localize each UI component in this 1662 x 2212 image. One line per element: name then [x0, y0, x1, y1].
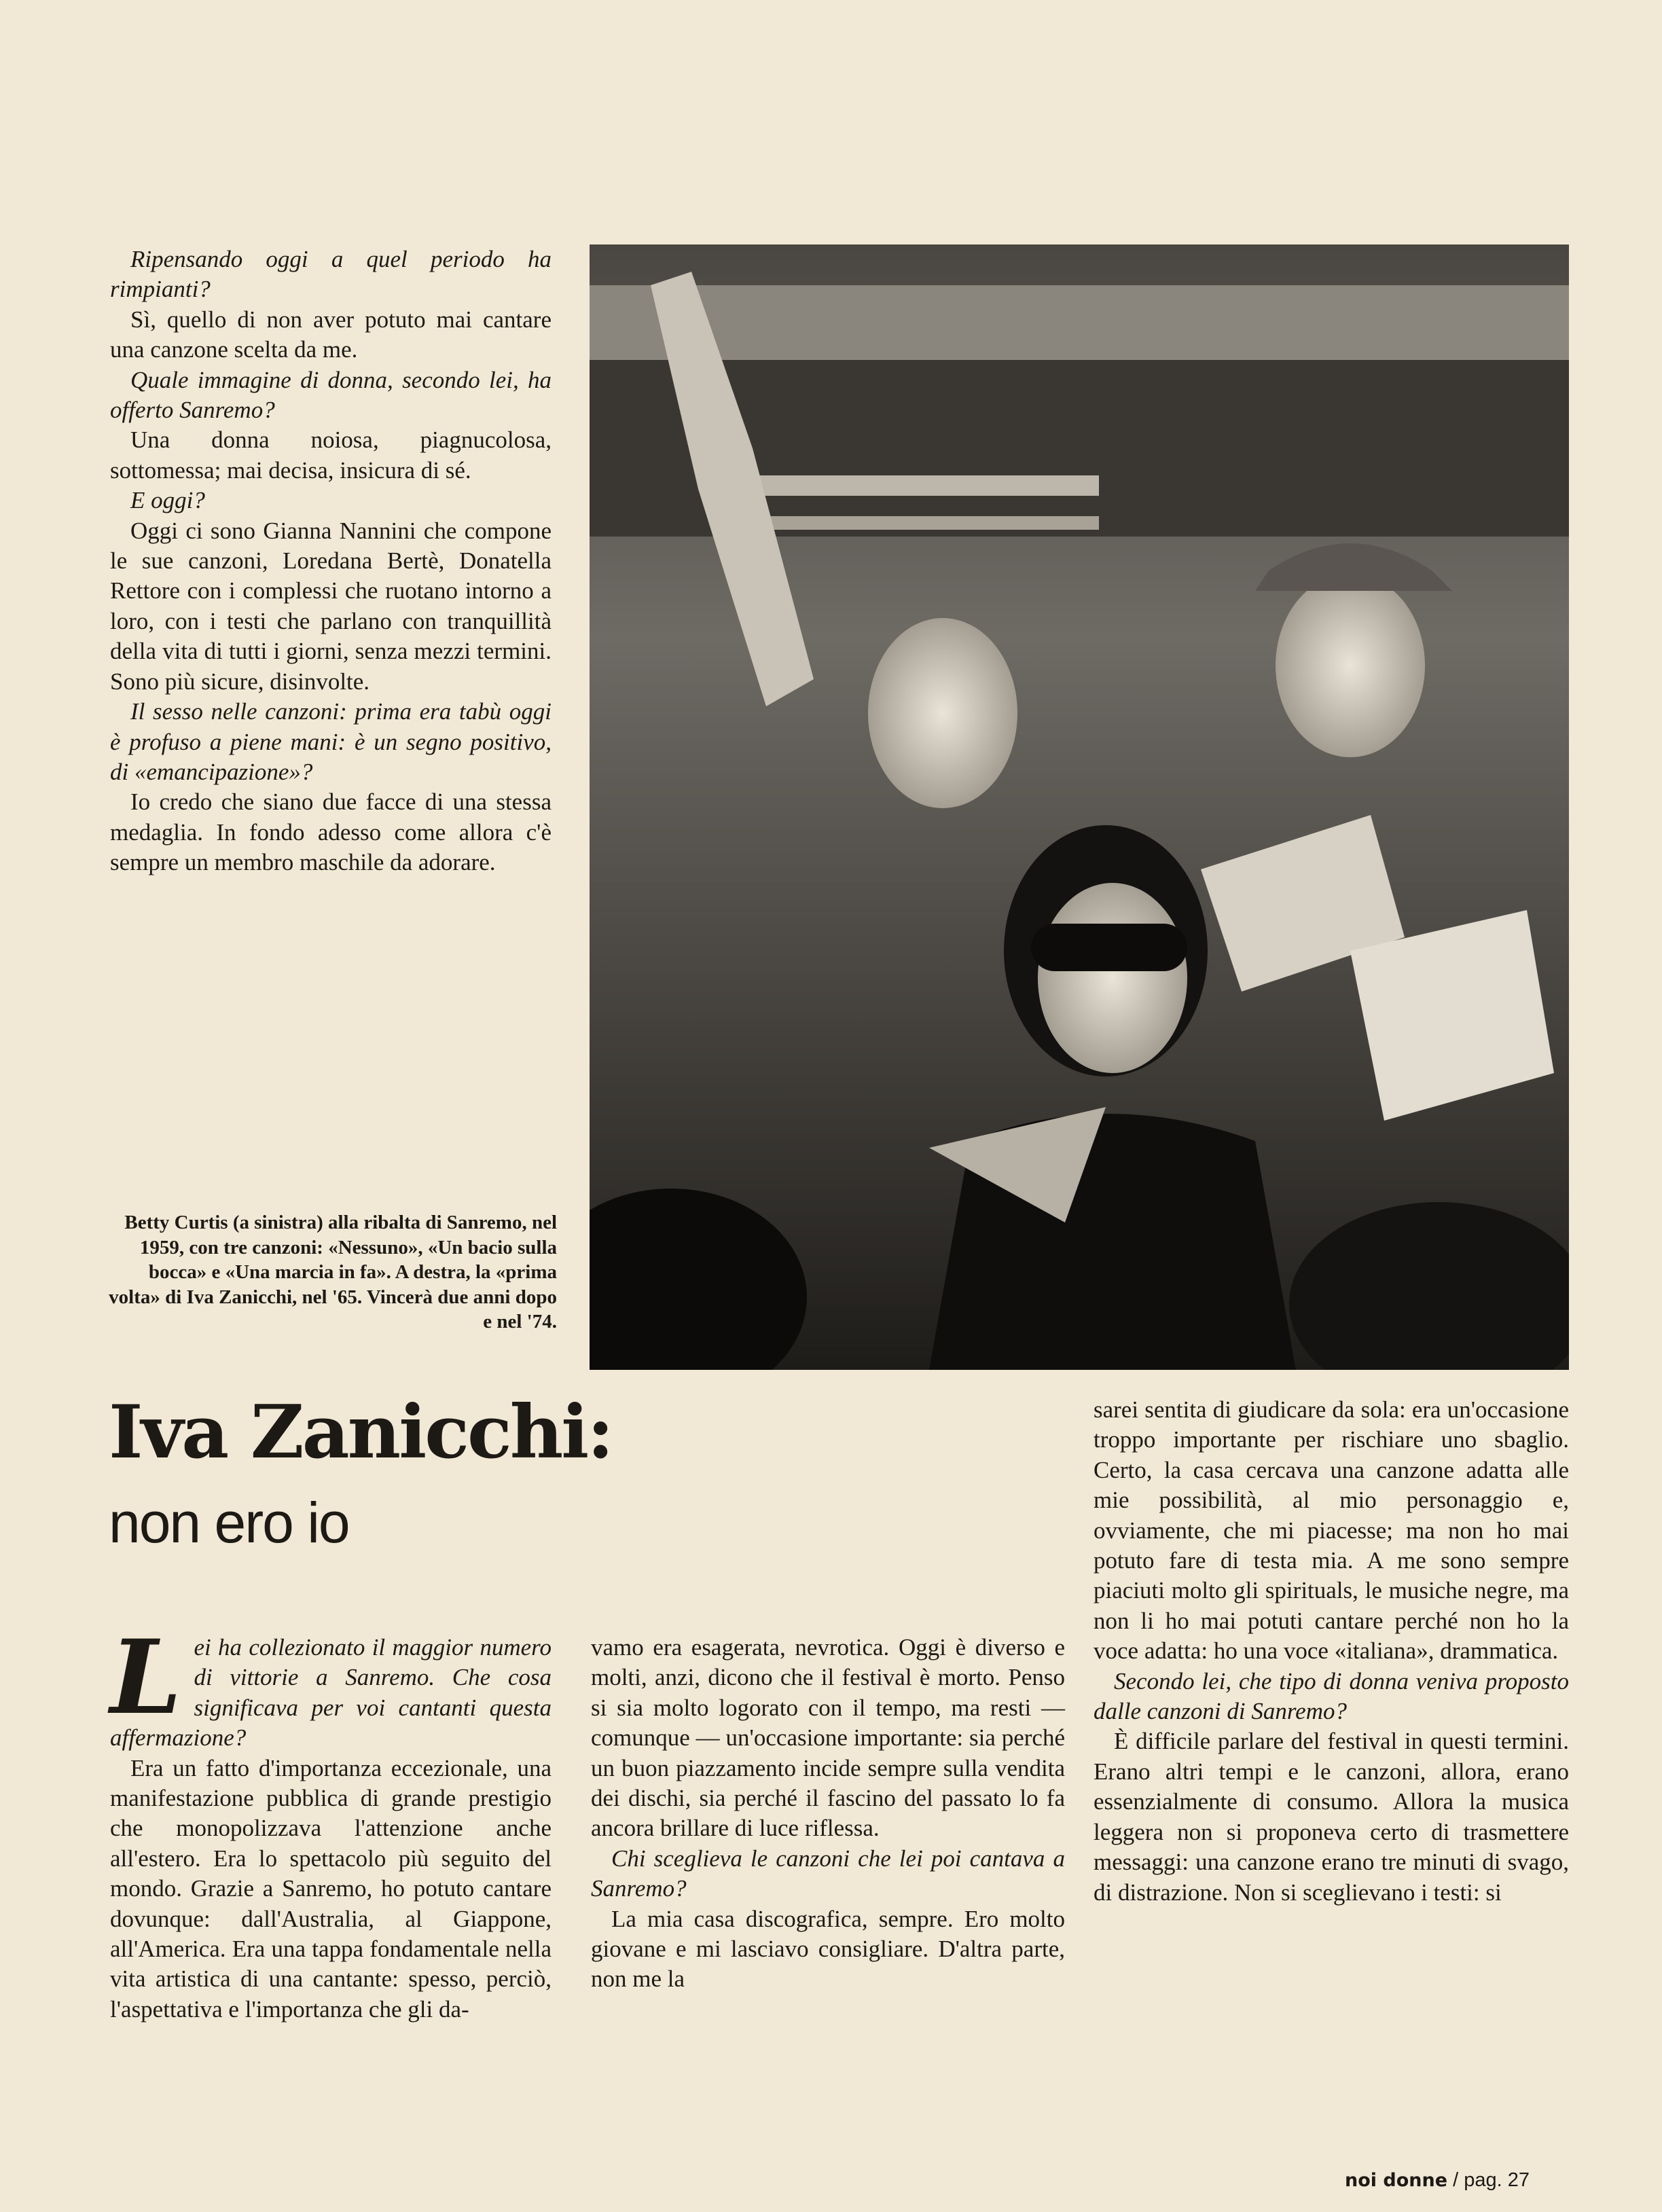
page-footer: [1345, 2169, 1530, 2192]
lead-question: [110, 1618, 552, 1754]
question: Ripensando oggi a quel periodo ha rimpianti?: [110, 246, 552, 303]
answer: Oggi ci sono Gianna Nannini che compone le sue canzoni, Loredana Bertè, Donatella Rettore con i complessi che ruotano intorno a loro, con i testi che parlano con tranquillità della vita di tutti i giorni, senza mezzi termini. Sono più sicure, disinvolte.: [110, 517, 552, 695]
photograph-icon: [590, 244, 1569, 1370]
article-column-3: [1094, 1395, 1569, 1908]
question: Secondo lei, che tipo di donna veniva proposto dalle canzoni di Sanremo?: [1094, 1667, 1569, 1725]
continuation: vamo era esagerata, nevrotica. Oggi è diverso e molti, anzi, dicono che il festival è morto. Penso si sia molto logorato con il tempo, ma resti — comunque — un'occasione importante: sia perché un buon piazzamento incide sempre sulla vendita dei dischi, sia perché il fascino del passato lo fa ancora brillare di luce riflessa.: [591, 1634, 1065, 1842]
photograph: [590, 244, 1569, 1370]
question: Chi sceglieva le canzoni che lei poi cantava a Sanremo?: [591, 1845, 1065, 1902]
article-column-1: [110, 1618, 552, 2025]
page-number: pag. 27: [1464, 2169, 1530, 2191]
drop-cap: L: [110, 1618, 182, 1737]
question: E oggi?: [130, 487, 205, 514]
answer: La mia casa discografica, sempre. Ero molto giovane e mi lasciavo consigliare. D'altra parte, non me la: [591, 1905, 1065, 1993]
question: Quale immagine di donna, secondo lei, ha offerto Sanremo?: [110, 366, 552, 424]
question: Il sesso nelle canzoni: prima era tabù oggi è profuso a piene mani: è un segno positivo, di «emancipazione»?: [110, 698, 552, 785]
photo-caption: Betty Curtis (a sinistra) alla ribalta di Sanremo, nel 1959, con tre canzoni: «Nessuno», «Un bacio sulla bocca» e «Una marcia in fa». A destra, la «prima volta» di Iva Zanicchi, nel '65. Vincerà due anni dopo e nel '74.: [109, 1212, 557, 1333]
answer: Io credo che siano due facce di una stessa medaglia. In fondo adesso come allora c'è sempre un membro maschile da adorare.: [110, 788, 552, 876]
article-column-2: [591, 1633, 1065, 1995]
magazine-name: noi donne: [1345, 2170, 1448, 2191]
lead-question-text: ei ha collezionato il maggior numero di vittorie a Sanremo. Che cosa significava per voi cantanti questa affermazione?: [110, 1634, 552, 1752]
article-subtitle: non ero io: [109, 1491, 349, 1555]
continuation: sarei sentita di giudicare da sola: era un'occasione troppo importante per rischiare uno sbaglio. Certo, la casa cercava una canzone adatta alle mie possibilità, al mio personaggio e, ovviamente, che mi piacesse; ma non ho mai potuto fare di testa mia. A me sono sempre piaciuti molto gli spirituals, le musiche negre, ma non li ho mai potuti cantare perché non ho la voce adatta: ho una voce «italiana», drammatica.: [1094, 1396, 1569, 1665]
answer: Una donna noiosa, piagnucolosa, sottomessa; mai decisa, insicura di sé.: [110, 427, 552, 484]
interview-top-column: [110, 244, 552, 878]
article-title: Iva Zanicchi:: [109, 1390, 613, 1475]
answer: È difficile parlare del festival in questi termini. Erano altri tempi e le canzoni, allora, erano essenzialmente di consumo. Allora la musica leggera non si proponeva certo di trasmettere messaggi: una canzone erano tre minuti di svago, di distrazione. Non si sceglievano i testi: si: [1094, 1728, 1569, 1906]
answer: Era un fatto d'importanza eccezionale, una manifestazione pubblica di grande prestigio che monopolizzava l'attenzione anche all'estero. Era lo spettacolo più seguito del mondo. Grazie a Sanremo, ho potuto cantare dovunque: dall'Australia, al Giappone, all'America. Era una tappa fondamentale nella vita artistica di una cantante: spesso, perciò, l'aspettativa e l'importanza che gli da-: [110, 1754, 552, 2023]
footer-separator: /: [1453, 2169, 1459, 2191]
answer: Sì, quello di non aver potuto mai cantare una canzone scelta da me.: [110, 306, 552, 363]
